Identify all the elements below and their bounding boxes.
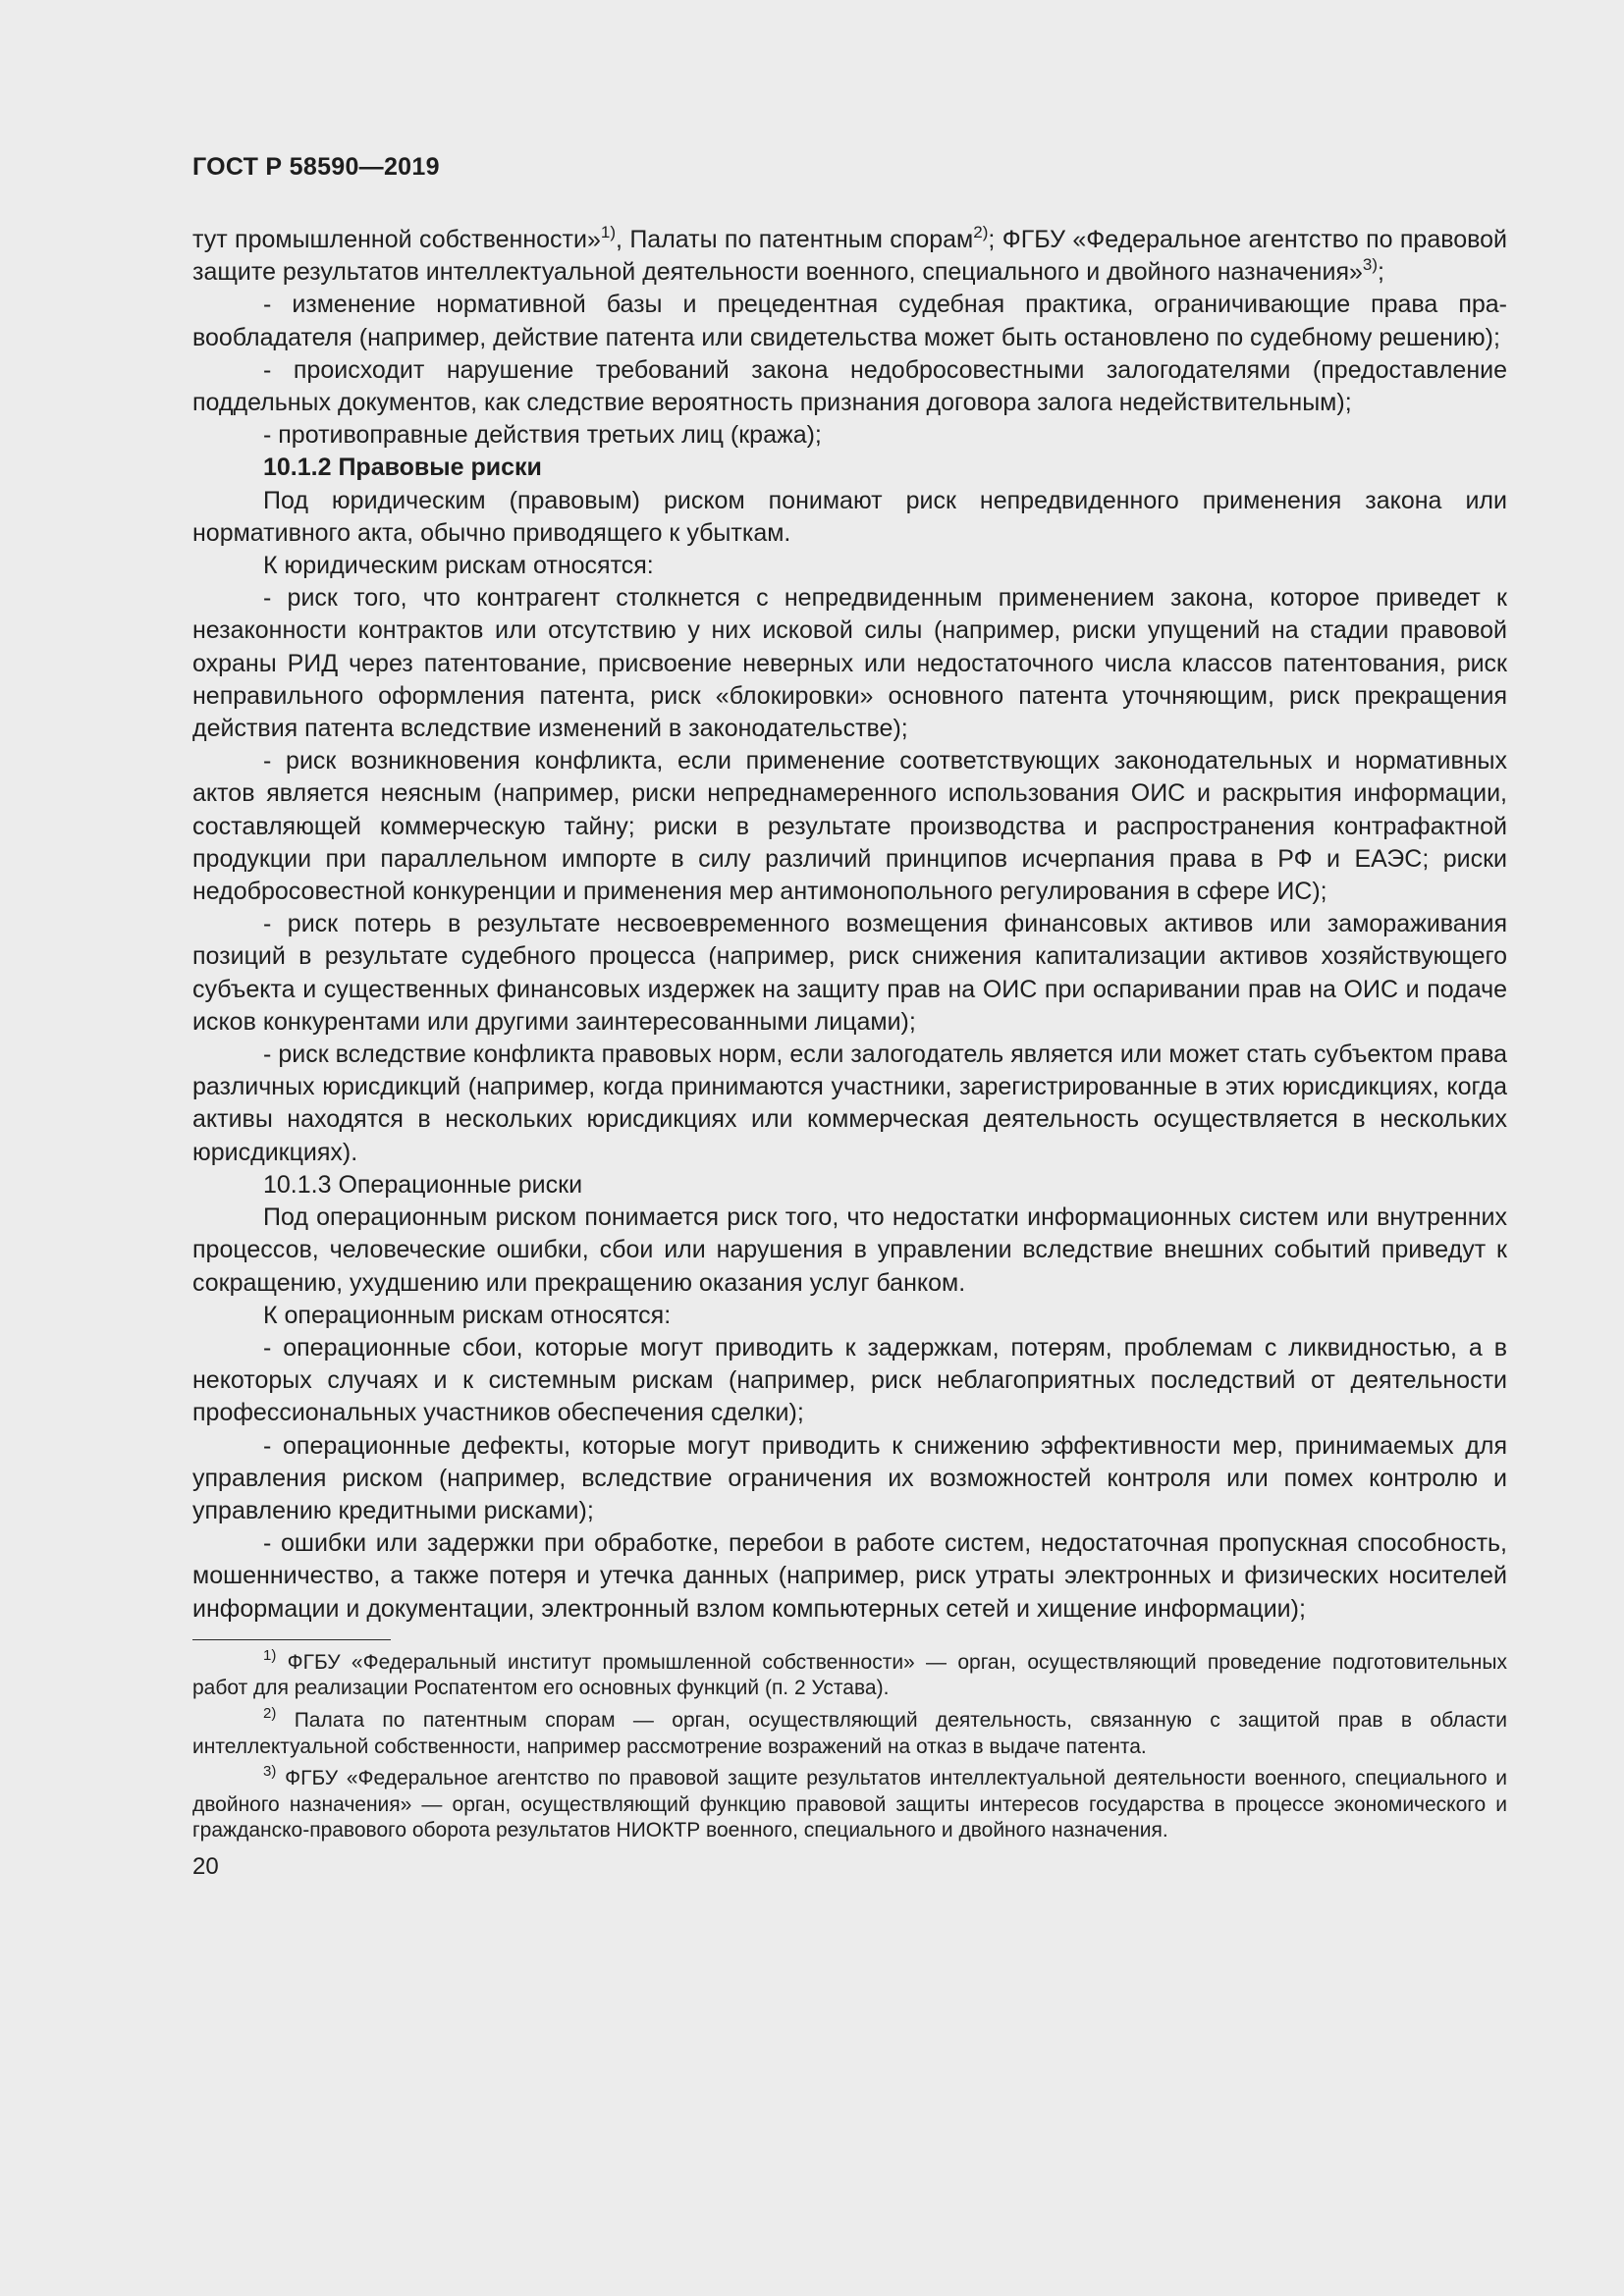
footnote-ref-3[interactable]: 3) [1362, 254, 1379, 274]
footnote-text: ФГБУ «Федеральный институт промышленной собственности» — орган, осуществляющий проведение подготовительных работ для реализации Роспатентом его основных функций (п. 2 Устава). [192, 1650, 1507, 1700]
paragraph-text: ; ФГБУ «Федеральное агентство по правовой защите результатов интеллектуальной деятельности военного, специального и двойного назначения» [192, 226, 1508, 287]
paragraph-text: ; [1378, 258, 1384, 287]
paragraph: Под операционным риском понимается риск того, что недостатки информационных систем или внутренних процессов, человеческие ошибки, сбои или нарушения в управлении вследствие внешних событий приведут к сокращению, ухудшению или прекращению оказания услуг банком. [192, 1203, 1507, 1297]
list-item: - операционные сбои, которые могут приводить к задержкам, потерям, проблемам с ликвидностью, а в некоторых случаях и к системным рискам (например, риск неблагоприятных последствий от деятельности профессиональных участников обеспечения сделки); [192, 1333, 1507, 1427]
footnote-text: ФГБУ «Федеральное агентство по правовой защите результатов интеллектуальной деятельности военного, специального и двойного назначения» — орган, осуществляющий функцию правовой защиты интересов государства в процессе экономического и гражданско-правового оборота результатов НИОКТР военного, специального и двойного назначения. [192, 1767, 1507, 1842]
footnote-2 [192, 1704, 1507, 1760]
paragraph-text: , Палаты по патентным спорам [616, 226, 974, 253]
footnote-1 [192, 1646, 1507, 1702]
paragraph: К операционным рискам относятся: [263, 1301, 672, 1329]
page-number: 20 [192, 1852, 219, 1880]
paragraph-text: тут промышленной собственности» [192, 226, 601, 253]
section-heading-legal-risks: 10.1.2 Правовые риски [263, 454, 542, 482]
document-header: ГОСТ Р 58590—2019 [192, 153, 440, 181]
footnote-mark: 1) [263, 1646, 277, 1664]
document-page [192, 147, 1507, 1882]
body-text [192, 224, 1507, 1626]
list-item: - противоправные действия третьих лиц (кража); [263, 421, 822, 450]
paragraph: Под юридическим (правовым) риском понимают риск непредвиденного применения закона или нормативного акта, обычно приводящего к убыткам. [192, 486, 1507, 547]
section-heading-operational-risks: 10.1.3 Операционные риски [263, 1170, 583, 1199]
list-item: - изменение нормативной базы и прецедентная судебная практика, ограничивающие права правообладателя (например, действие патента или свидетельства может быть остановлено по судебному решению); [192, 291, 1507, 351]
footnotes [192, 1646, 1507, 1844]
paragraph-continuation [192, 224, 1507, 289]
list-item: - происходит нарушение требований закона недобросовестными залогодателями (предоставление поддельных документов, как следствие вероятность признания договора залога недействительным); [192, 355, 1507, 417]
footnote-divider [192, 1639, 391, 1640]
list-item: - риск вследствие конфликта правовых норм, если залогодатель является или может стать субъектом права различных юрисдикций (например, когда принимаются участники, зарегистрированные в этих юрисдикциях, когда активы находятся в нескольких юрисдикциях или коммерческая деятельность осуществляется в нескольких юрисдикциях). [192, 1041, 1507, 1166]
list-item: - риск возникновения конфликта, если применение соответствующих законодательных и нормативных актов является неясным (например, риски непреднамеренного использования ОИС и раскрытия информации, составляющей коммерческую тайну; риски в результате производства и распространения контрафактной продукции при параллельном импорте в силу различий принципов исчерпания права в РФ и ЕАЭС; риски недобросовестной конкуренции и применения мер антимонопольного регулирования в сфере ИС); [192, 747, 1507, 906]
list-item: - ошибки или задержки при обработке, перебои в работе систем, недостаточная пропускная способность, мошенничество, а также потеря и утечка данных (например, риск утраты электронных и физических носителей информации и документации, электронный взлом компьютерных сетей и хищение информации); [192, 1529, 1507, 1623]
footnote-ref-1[interactable]: 1) [600, 222, 616, 241]
footnote-3 [192, 1763, 1507, 1844]
list-item: - операционные дефекты, которые могут приводить к снижению эффективности мер, принимаемых для управления риском (например, вследствие ограничения их возможностей контроля или помех контролю и управлению кредитными рисками); [192, 1431, 1507, 1524]
footnote-ref-2[interactable]: 2) [973, 222, 989, 241]
footnote-mark: 2) [263, 1704, 277, 1722]
paragraph: К юридическим рискам относятся: [263, 552, 654, 580]
list-item: - риск того, что контрагент столкнется с непредвиденным применением закона, которое приведет к незаконности контрактов или отсутствию у них исковой силы (например, риски упущений на стадии правовой охраны РИД через патентование, присвоение неверных или недостаточного числа классов патентования, риск неправильного оформления патента, риск «блокировки» основного патента уточняющим, риск прекращения действия патента вследствие изменений в законодательстве); [192, 584, 1507, 743]
list-item: - риск потерь в результате несвоевременного возмещения финансовых активов или замораживания позиций в результате судебного процесса (например, риск снижения капитализации активов хозяйствующего субъекта и существенных финансовых издержек на защиту прав на ОИС при оспаривании прав на ОИС и подаче исков конкурентами или другими заинтересованными лицами); [192, 910, 1507, 1036]
footnote-text: Палата по патентным спорам — орган, осуществляющий деятельность, связанную с защитой прав в области интеллектуальной собственности, например рассмотрение возражений на отказ в выдаче патента. [192, 1708, 1507, 1758]
footnote-mark: 3) [263, 1763, 277, 1781]
